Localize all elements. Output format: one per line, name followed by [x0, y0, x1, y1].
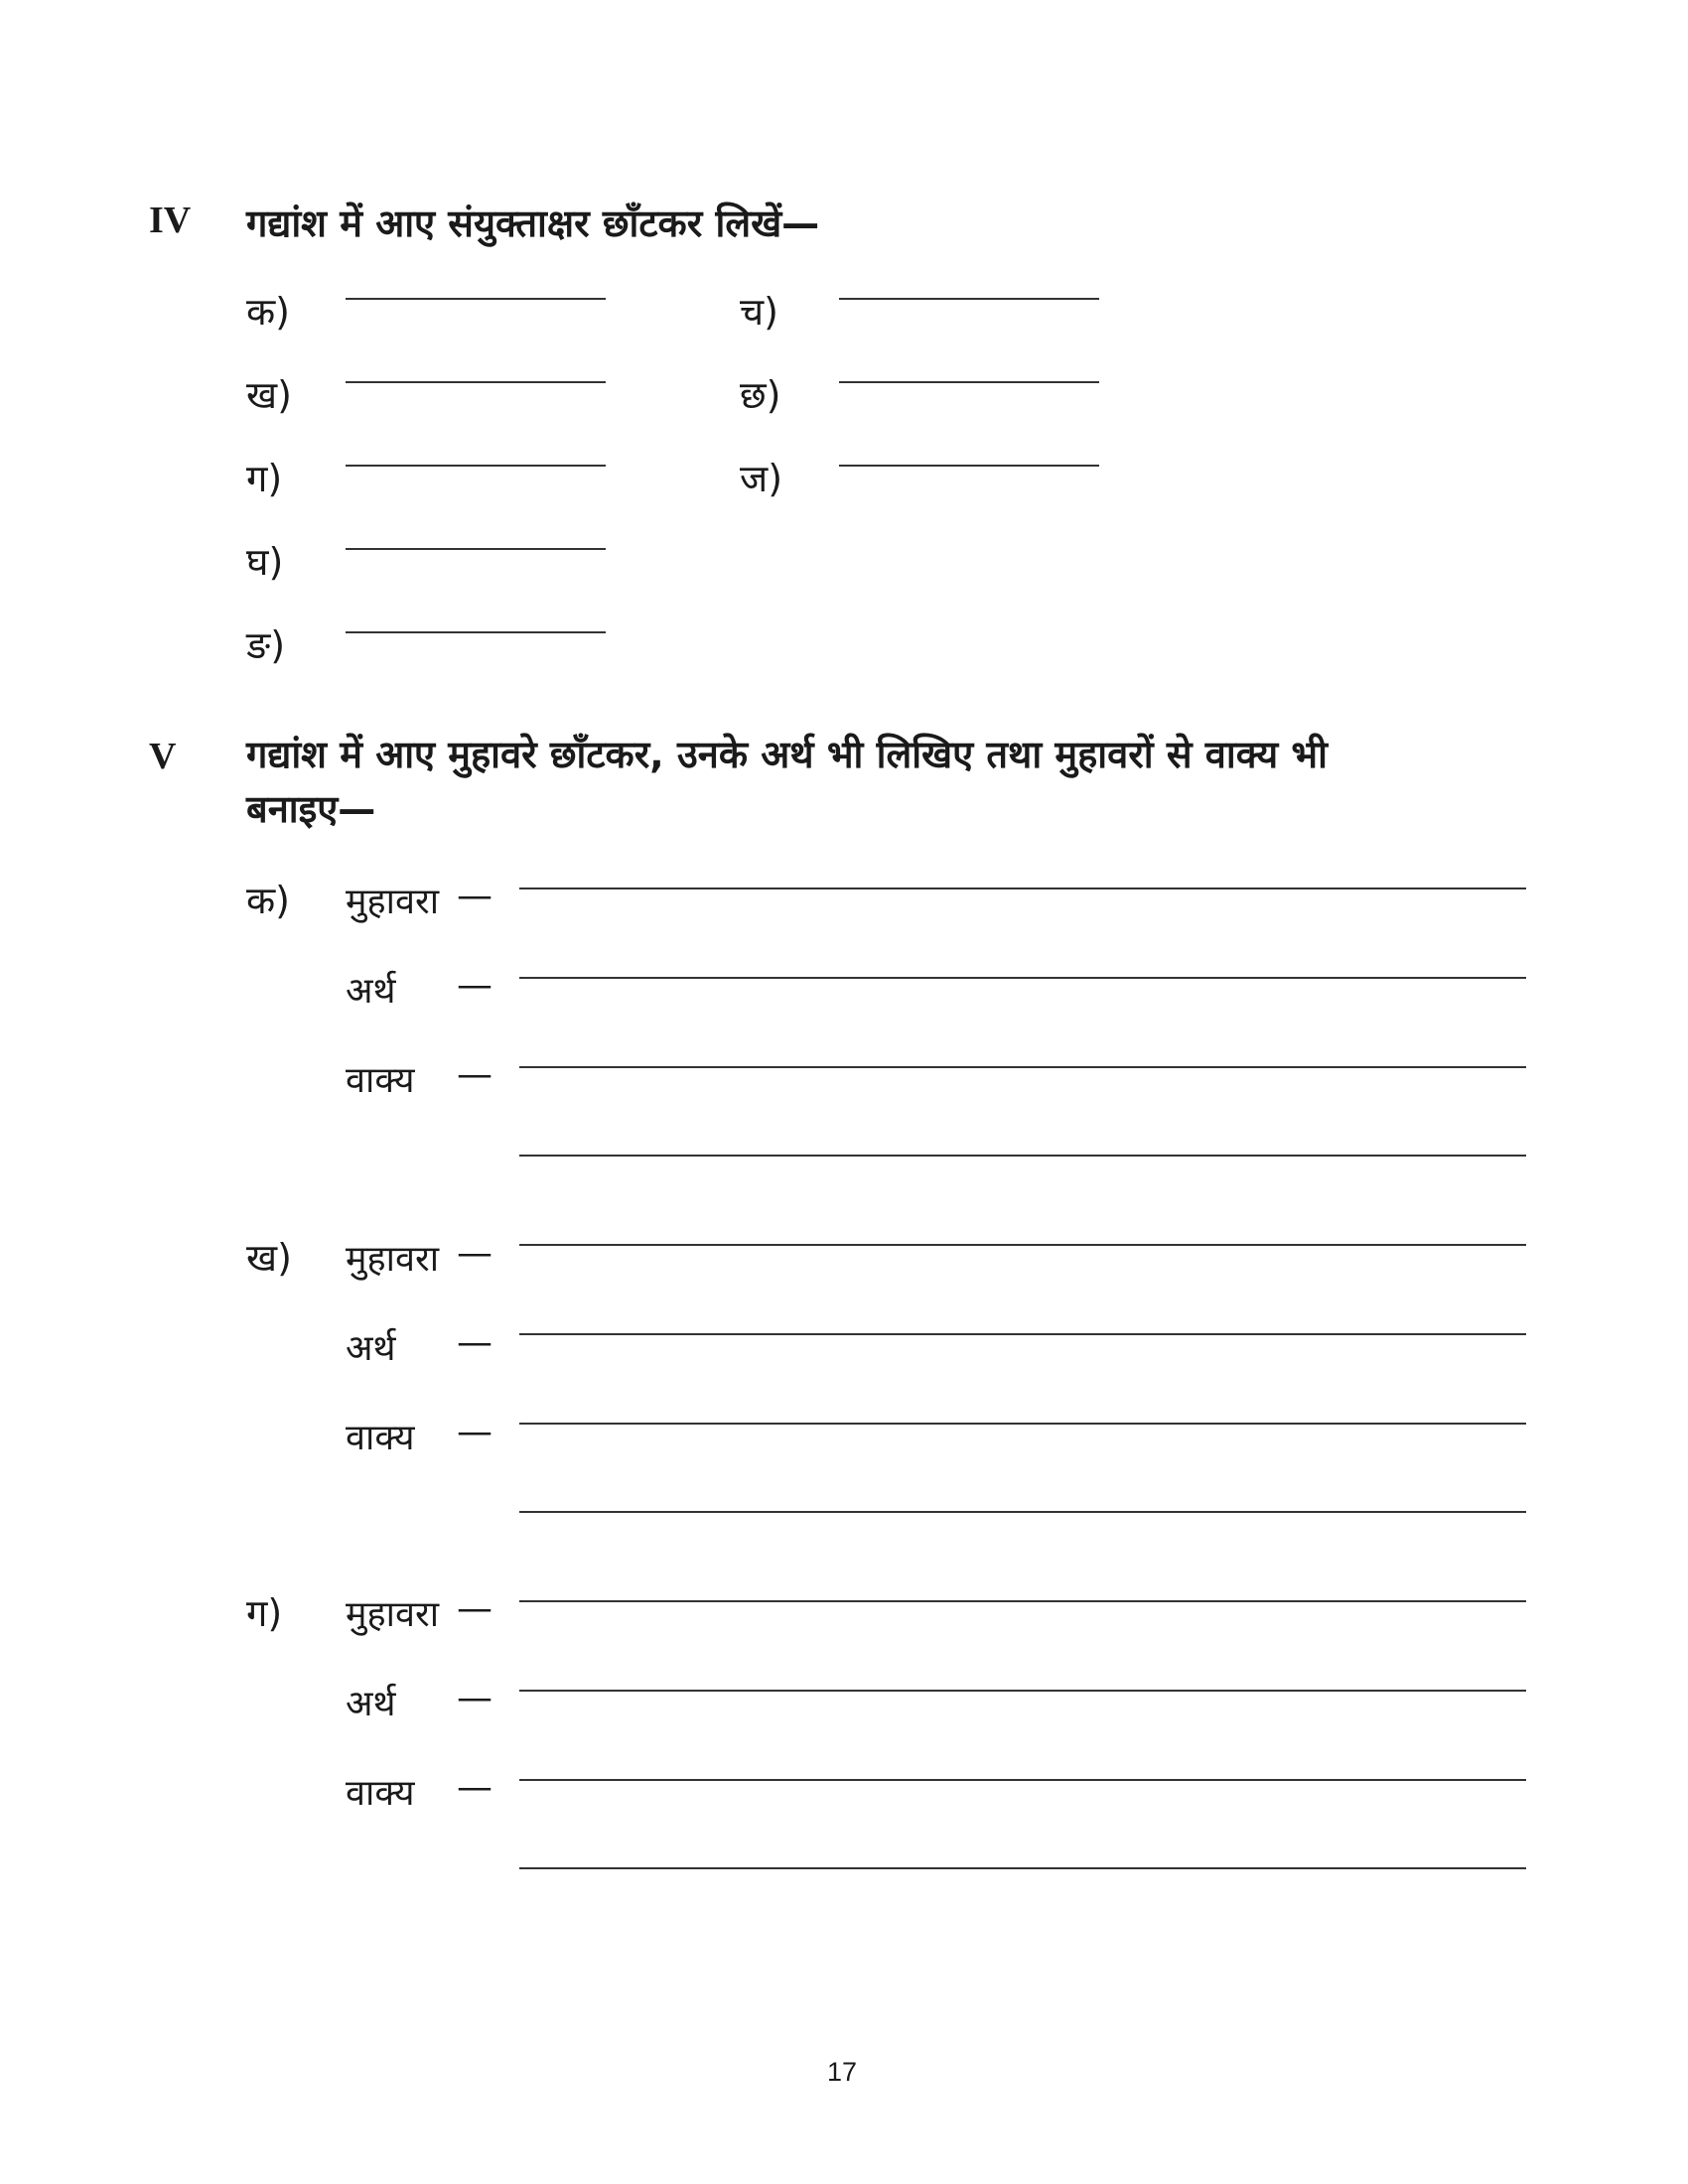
iv-item-chha-label: छ) — [740, 373, 781, 417]
section-iv-question: गद्यांश में आए संयुक्ताक्षर छाँटकर लिखें— — [246, 202, 820, 245]
v-block-kha-marker: ख) — [246, 1236, 292, 1280]
iv-item-nga-label: ङ) — [246, 623, 286, 667]
v-block-kha-sentence-dash: — — [457, 1412, 492, 1452]
v-block-ga-sentence-line1[interactable] — [519, 1779, 1526, 1781]
v-block-kha-idiom-dash: — — [457, 1233, 492, 1274]
v-block-kha-meaning-label: अर्थ — [346, 1328, 396, 1369]
v-block-ka-sentence-line2[interactable] — [519, 1155, 1526, 1157]
section-v-question-line2: बनाइए— — [246, 787, 376, 831]
v-block-kha-idiom-line[interactable] — [519, 1244, 1526, 1246]
iv-item-chha-answer-line[interactable] — [839, 381, 1099, 383]
v-block-ga-idiom-line[interactable] — [519, 1600, 1526, 1602]
v-block-kha-sentence-label: वाक्य — [346, 1418, 415, 1458]
iv-item-ga-answer-line[interactable] — [346, 465, 606, 467]
v-block-ka-sentence-dash: — — [457, 1054, 492, 1095]
v-block-ka-idiom-line[interactable] — [519, 887, 1526, 889]
iv-item-cha-label: च) — [740, 290, 778, 334]
iv-item-ja-label: ज) — [740, 457, 783, 500]
iv-item-cha-answer-line[interactable] — [839, 298, 1099, 300]
iv-item-ja-answer-line[interactable] — [839, 465, 1099, 467]
iv-item-gha-label: घ) — [246, 540, 284, 584]
iv-item-nga-answer-line[interactable] — [346, 631, 606, 633]
v-block-ga-idiom-label: मुहावरा — [346, 1594, 440, 1635]
v-block-ka-sentence-label: वाक्य — [346, 1060, 415, 1101]
iv-item-ka-label: क) — [246, 290, 291, 334]
section-v-number: V — [149, 736, 177, 777]
v-block-ga-idiom-dash: — — [457, 1588, 492, 1629]
iv-item-ga-label: ग) — [246, 457, 283, 500]
v-block-kha-meaning-dash: — — [457, 1322, 492, 1363]
v-block-ka-idiom-dash: — — [457, 876, 492, 916]
v-block-ka-meaning-label: अर्थ — [346, 971, 396, 1012]
v-block-ga-sentence-label: वाक्य — [346, 1773, 415, 1814]
v-block-kha-sentence-line2[interactable] — [519, 1511, 1526, 1513]
v-block-ga-meaning-label: अर्थ — [346, 1684, 396, 1724]
v-block-ka-idiom-label: मुहावरा — [346, 882, 440, 922]
iv-item-kha-label: ख) — [246, 373, 292, 417]
v-block-ga-sentence-line2[interactable] — [519, 1867, 1526, 1869]
v-block-ga-meaning-line[interactable] — [519, 1690, 1526, 1692]
v-block-ga-marker: ग) — [246, 1591, 283, 1635]
iv-item-gha-answer-line[interactable] — [346, 548, 606, 550]
v-block-ga-meaning-dash: — — [457, 1678, 492, 1718]
section-iv-number: IV — [149, 200, 192, 241]
v-block-kha-meaning-line[interactable] — [519, 1333, 1526, 1335]
v-block-kha-sentence-line1[interactable] — [519, 1423, 1526, 1425]
v-block-ga-sentence-dash: — — [457, 1767, 492, 1808]
section-v-question-line1: गद्यांश में आए मुहावरे छाँटकर, उनके अर्थ भी लिखिए तथा मुहावरों से वाक्य भी — [246, 733, 1328, 776]
v-block-ka-meaning-dash: — — [457, 965, 492, 1006]
v-block-ka-meaning-line[interactable] — [519, 977, 1526, 979]
iv-item-ka-answer-line[interactable] — [346, 298, 606, 300]
v-block-ka-sentence-line1[interactable] — [519, 1066, 1526, 1068]
v-block-kha-idiom-label: मुहावरा — [346, 1239, 440, 1280]
v-block-ka-marker: क) — [246, 879, 291, 922]
page-number: 17 — [827, 2057, 858, 2087]
iv-item-kha-answer-line[interactable] — [346, 381, 606, 383]
